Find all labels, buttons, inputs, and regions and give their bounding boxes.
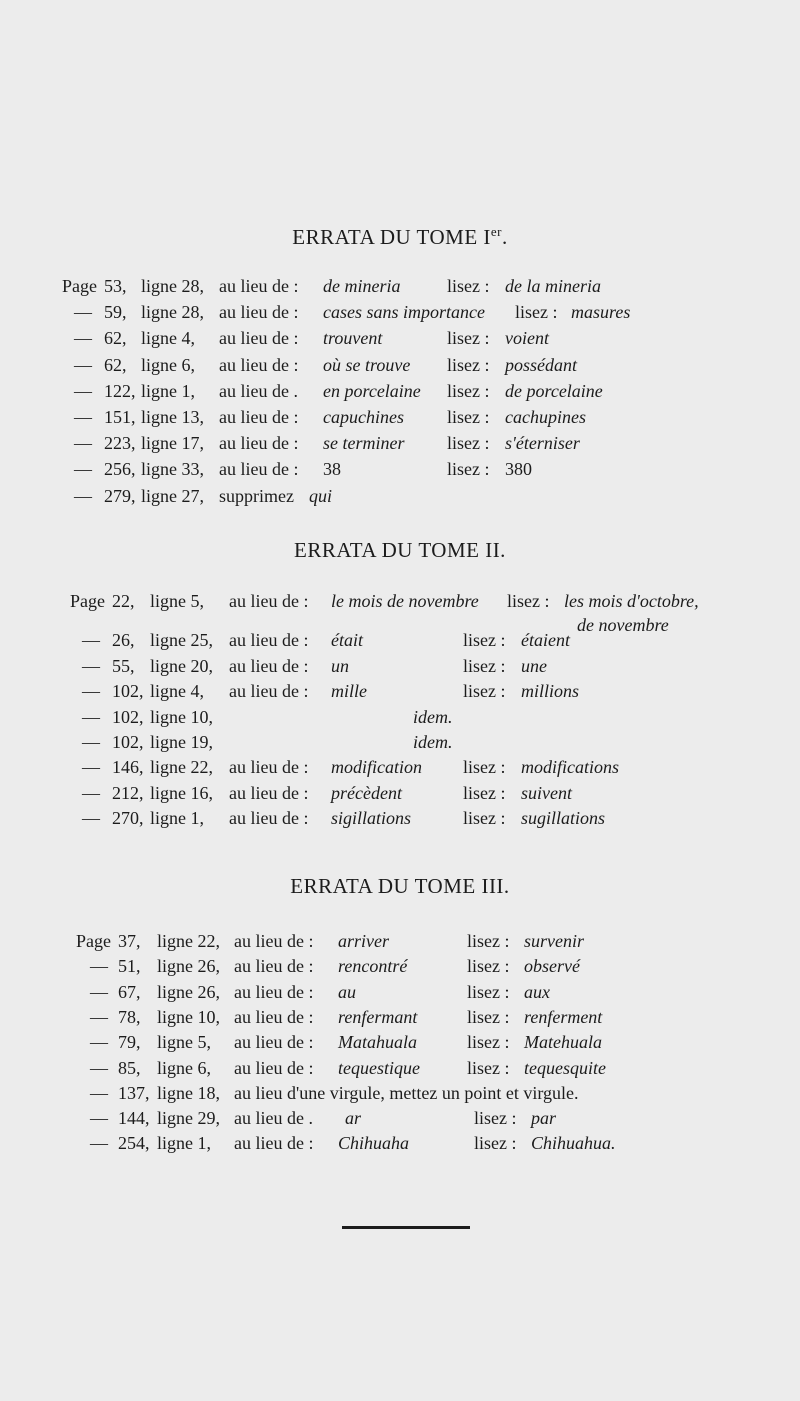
read-label: lisez : — [447, 380, 490, 401]
wrong-text: précèdent — [331, 782, 402, 803]
wrong-text: un — [331, 655, 349, 676]
correct-text: masures — [571, 302, 631, 323]
row-lead: — — [74, 354, 92, 375]
wrong-text: renfermant — [338, 1006, 418, 1027]
errata-row — [0, 928, 800, 954]
read-label: lisez : — [467, 981, 510, 1002]
page-number: 79, — [118, 1032, 141, 1053]
page-number: 223, — [104, 433, 136, 454]
read-label: lisez : — [467, 1006, 510, 1027]
errata-row — [0, 1055, 800, 1081]
instead-of-label: au lieu de : — [234, 931, 314, 951]
correct-text: Matehuala — [524, 1032, 602, 1053]
row-lead: Page — [62, 276, 97, 296]
read-label: lisez : — [467, 956, 510, 977]
instead-of-label: au lieu de : — [234, 1032, 314, 1053]
wrong-text: où se trouve — [323, 354, 411, 375]
instead-of-label: au lieu d'une virgule, mettez un point et virgule. — [234, 1082, 579, 1103]
row-lead: — — [74, 459, 92, 480]
wrong-text: qui — [309, 485, 333, 506]
read-label: lisez : — [463, 808, 506, 829]
page-number: 102, — [112, 732, 144, 752]
errata-row — [0, 1130, 800, 1156]
page-number: 59, — [104, 302, 127, 323]
wrong-text: 38 — [323, 459, 341, 480]
instead-of-label: au lieu de : — [229, 591, 309, 611]
correct-text: de porcelaine — [505, 380, 603, 401]
correct-text: une — [521, 655, 547, 676]
page-number: 102, — [112, 706, 144, 727]
errata-row — [0, 1004, 800, 1030]
instead-of-label: au lieu de : — [229, 782, 309, 803]
read-label: lisez : — [467, 1032, 510, 1053]
read-label: lisez : — [467, 1057, 510, 1078]
line-number: ligne 1, — [141, 380, 195, 401]
read-label: lisez : — [447, 354, 490, 375]
read-label: lisez : — [447, 328, 490, 349]
row-lead: — — [90, 1057, 108, 1078]
continuation-line: de novembre — [577, 615, 669, 635]
line-number: ligne 4, — [141, 328, 195, 349]
errata-row — [0, 430, 800, 456]
line-number: ligne 10, — [150, 706, 213, 727]
errata-row — [0, 627, 800, 653]
page-number: 102, — [112, 681, 144, 702]
errata-row — [0, 456, 800, 482]
line-number: ligne 22, — [157, 931, 220, 951]
row-lead: — — [82, 630, 100, 651]
read-label: lisez : — [474, 1108, 517, 1129]
line-number: ligne 19, — [150, 732, 213, 752]
instead-of-label: au lieu de : — [219, 433, 299, 454]
row-lead: — — [74, 328, 92, 349]
instead-of-label: au lieu de : — [229, 681, 309, 702]
read-label: lisez : — [447, 433, 490, 454]
correct-text: modifications — [521, 757, 619, 778]
wrong-text: cases sans importance — [323, 302, 485, 323]
wrong-text: Chihuaha — [338, 1133, 410, 1154]
line-number: ligne 18, — [157, 1082, 220, 1103]
correct-text: observé — [524, 956, 580, 977]
line-number: ligne 26, — [157, 956, 220, 977]
page-number: 62, — [104, 328, 127, 349]
line-number: ligne 13, — [141, 407, 204, 427]
instead-of-label: au lieu de : — [229, 630, 309, 651]
correct-text: étaient — [521, 630, 570, 651]
row-lead: — — [90, 1082, 108, 1103]
read-label: lisez : — [507, 591, 550, 611]
instead-of-label: au lieu de : — [229, 655, 309, 676]
instead-of-label: au lieu de : — [234, 956, 314, 977]
instead-of-label: au lieu de : — [219, 459, 299, 480]
line-number: ligne 20, — [150, 655, 213, 676]
correct-text: Chihuahua. — [531, 1133, 616, 1154]
line-number: ligne 33, — [141, 459, 204, 480]
row-lead: — — [82, 757, 100, 778]
row-lead: Page — [70, 591, 105, 611]
errata-row — [0, 1105, 800, 1131]
line-number: ligne 5, — [157, 1032, 211, 1053]
instead-of-label: au lieu de : — [234, 1057, 314, 1078]
instead-of-label: au lieu de : — [229, 808, 309, 829]
wrong-text: Matahuala — [338, 1032, 417, 1053]
read-label: lisez : — [463, 757, 506, 778]
correct-text: aux — [524, 981, 550, 1002]
line-number: ligne 28, — [141, 302, 204, 323]
read-label: lisez : — [447, 459, 490, 480]
errata-row — [0, 678, 800, 704]
row-lead: Page — [76, 931, 111, 951]
page-number: 53, — [104, 276, 127, 296]
wrong-text: au — [338, 981, 356, 1002]
line-number: ligne 5, — [150, 591, 204, 611]
row-lead: — — [90, 1133, 108, 1154]
line-number: ligne 27, — [141, 485, 204, 506]
row-lead: — — [90, 1032, 108, 1053]
wrong-text: trouvent — [323, 328, 383, 349]
section-title: ERRATA DU TOME III. — [290, 874, 510, 898]
line-number: ligne 25, — [150, 630, 213, 651]
line-number: ligne 22, — [150, 757, 213, 778]
wrong-text: arriver — [338, 931, 389, 951]
row-lead: — — [82, 706, 100, 727]
line-number: ligne 26, — [157, 981, 220, 1002]
errata-row — [0, 805, 800, 831]
section-title: ERRATA DU TOME Ier. — [292, 224, 508, 249]
errata-row — [0, 653, 800, 679]
wrong-text: mille — [331, 681, 367, 702]
correct-text: survenir — [524, 931, 584, 951]
row-lead: — — [90, 981, 108, 1002]
wrong-text: le mois de novembre — [331, 591, 479, 611]
wrong-text: idem. — [413, 706, 453, 727]
row-lead: — — [74, 433, 92, 454]
instead-of-label: au lieu de : — [234, 1006, 314, 1027]
correct-text: par — [531, 1108, 557, 1129]
line-number: ligne 29, — [157, 1108, 220, 1129]
wrong-text: sigillations — [331, 808, 412, 829]
read-label: lisez : — [447, 276, 490, 296]
page-number: 144, — [118, 1108, 150, 1129]
page-number: 67, — [118, 981, 141, 1002]
instead-of-label: au lieu de : — [219, 354, 299, 375]
page-number: 78, — [118, 1006, 141, 1027]
correct-text: suivent — [521, 782, 572, 803]
page-number: 137, — [118, 1082, 150, 1103]
errata-row — [0, 325, 800, 351]
errata-row — [0, 780, 800, 806]
correct-text: sugillations — [521, 808, 606, 829]
instead-of-label: supprimez — [219, 485, 294, 506]
read-label: lisez : — [463, 782, 506, 803]
page-number: 37, — [118, 931, 141, 951]
instead-of-label: au lieu de : — [234, 981, 314, 1002]
wrong-text: modification — [331, 757, 422, 778]
page-number: 146, — [112, 757, 144, 778]
wrong-text: se terminer — [323, 433, 405, 454]
wrong-text: capuchines — [323, 407, 404, 427]
errata-row — [0, 483, 800, 509]
row-lead: — — [90, 956, 108, 977]
read-label: lisez : — [463, 655, 506, 676]
read-label: lisez : — [515, 302, 558, 323]
page-number: 254, — [118, 1133, 150, 1154]
line-number: ligne 6, — [141, 354, 195, 375]
line-number: ligne 17, — [141, 433, 204, 454]
row-lead: — — [82, 782, 100, 803]
line-number: ligne 1, — [150, 808, 204, 829]
row-lead: — — [82, 808, 100, 829]
line-number: ligne 28, — [141, 276, 204, 296]
page-number: 256, — [104, 459, 136, 480]
instead-of-label: au lieu de : — [219, 276, 299, 296]
instead-of-label: au lieu de : — [234, 1133, 314, 1154]
correct-text: renferment — [524, 1006, 603, 1027]
read-label: lisez : — [474, 1133, 517, 1154]
errata-row — [0, 378, 800, 404]
correct-text: les mois d'octobre, — [564, 591, 699, 611]
errata-row — [0, 1080, 800, 1106]
page-number: 26, — [112, 630, 135, 651]
page-number: 55, — [112, 655, 135, 676]
errata-row — [0, 404, 800, 430]
row-lead: — — [82, 681, 100, 702]
section-title: ERRATA DU TOME II. — [294, 538, 506, 562]
wrong-text: tequestique — [338, 1057, 420, 1078]
line-number: ligne 1, — [157, 1133, 211, 1154]
instead-of-label: au lieu de : — [219, 302, 299, 323]
wrong-text: de mineria — [323, 276, 401, 296]
correct-text: cachupines — [505, 407, 586, 427]
wrong-text: rencontré — [338, 956, 408, 977]
page-number: 151, — [104, 407, 136, 427]
read-label: lisez : — [463, 681, 506, 702]
wrong-text: idem. — [413, 732, 453, 752]
correct-text: tequesquite — [524, 1057, 606, 1078]
row-lead: — — [90, 1108, 108, 1129]
closing-rule — [342, 1226, 470, 1229]
row-lead: — — [74, 407, 92, 427]
errata-row — [0, 953, 800, 979]
errata-row — [0, 352, 800, 378]
wrong-text: ar — [345, 1108, 362, 1129]
row-lead: — — [74, 380, 92, 401]
errata-row — [0, 588, 800, 614]
errata-row — [0, 299, 800, 325]
page-number: 270, — [112, 808, 144, 829]
correct-text: millions — [521, 681, 580, 702]
page-number: 122, — [104, 380, 136, 401]
errata-row — [0, 704, 800, 730]
wrong-text: était — [331, 630, 363, 651]
instead-of-label: au lieu de : — [229, 757, 309, 778]
errata-row — [0, 754, 800, 780]
correct-text: 380 — [505, 459, 532, 480]
correct-text: s'éterniser — [505, 433, 580, 454]
read-label: lisez : — [447, 407, 490, 427]
instead-of-label: au lieu de . — [219, 380, 298, 401]
read-label: lisez : — [463, 630, 506, 651]
errata-row — [0, 1029, 800, 1055]
line-number: ligne 16, — [150, 782, 213, 803]
row-lead: — — [74, 485, 92, 506]
line-number: ligne 10, — [157, 1006, 220, 1027]
correct-text: voient — [505, 328, 549, 349]
correct-text: possédant — [505, 354, 577, 375]
instead-of-label: au lieu de : — [219, 407, 299, 427]
errata-row — [0, 979, 800, 1005]
page-number: 212, — [112, 782, 144, 803]
page-number: 62, — [104, 354, 127, 375]
page-number: 51, — [118, 956, 141, 977]
errata-row — [0, 729, 800, 755]
wrong-text: en porcelaine — [323, 380, 421, 401]
instead-of-label: au lieu de . — [234, 1108, 313, 1129]
line-number: ligne 4, — [150, 681, 204, 702]
page-number: 22, — [112, 591, 135, 611]
correct-text: de la mineria — [505, 276, 601, 296]
page-number: 279, — [104, 485, 136, 506]
errata-row — [0, 273, 800, 299]
row-lead: — — [82, 732, 100, 752]
row-lead: — — [90, 1006, 108, 1027]
row-lead: — — [82, 655, 100, 676]
line-number: ligne 6, — [157, 1057, 211, 1078]
instead-of-label: au lieu de : — [219, 328, 299, 349]
read-label: lisez : — [467, 931, 510, 951]
page-number: 85, — [118, 1057, 141, 1078]
row-lead: — — [74, 302, 92, 323]
